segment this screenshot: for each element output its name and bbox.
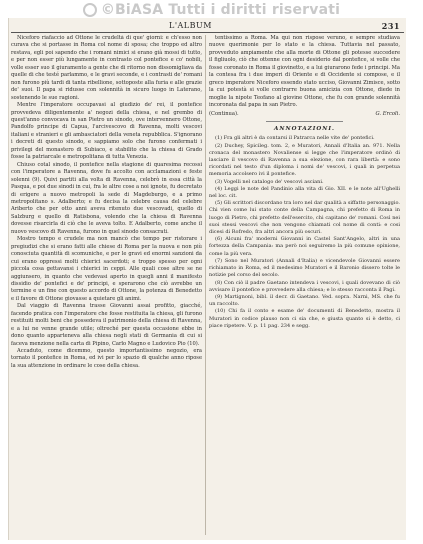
annotations-title: ANNOTAZIONI.	[274, 125, 335, 132]
annotation-note: (9) Martignoni, bibl. il decr. di Gaetano. Ved. sopra. Narni, MS. che fu un raccolto.	[209, 293, 400, 308]
paragraph: Niceforo riafaccio ad Ottone le crudeltà di que' giorni: e ch'esso non curava che si portasse in Roma col nome di sposa; che troppo ed altro restava, egli poi sapendo che i romani nimici si erano già mossi di tutto, e per non esser più lungamente in contrasto col pontefice e co' nobili, volle esser suo il giuramento a gente che di ritorno non dissomigliava da quelle di che testé parlammo, e le gravi seconde, e i contrasti de' romani non furono più tardi di tanta ribellione, sottoposte alla furia e alle grazie de' suoi. Il papa si ridusse con solennità in sicuro luogo in Laterano, sostenendo le sue ragioni.	[11, 35, 202, 101]
scanned-page	[8, 18, 406, 540]
annotation-note: (3) Vogelli nel catalogo de' vescovi asciani.	[215, 178, 324, 185]
journal-title: L'ALBUM	[169, 21, 212, 30]
annotation-note: (10) Chi fa il conto e esame de' documenti di Benedetto, mostra il Muratori in codice plauso non ci sia che, e giusta quanto si è detto, ci piace ripetere. V. p. 11 pag. 234 e segg.	[209, 308, 400, 329]
annotation-note: (2) Duchey, Spicileg. tom. 2, e Muratori, Annali d'Italia an. 971. Nella cronaca del monastero Novaliense si legge che l'imperatore ordinò di lasciare il vescovo di Ravenna a sua elezione, con rara libertà: e sono ricordati nel testo d'un diploma i nomi de' vescovi, i quali in perpetua memoria accolsero ivi il pontefice.	[209, 142, 400, 178]
page-number: 231	[381, 21, 400, 31]
paragraph: Chiuso cotal sinodo, il pontefice nella stagione di quaresima recossi con l'imperatore a Ravenna, dove fu accolto con acclamazioni e feste solenni (9). Quivi partiti alla volta di Ravenna, celebrò in essa città la Pasqua, e poi due sinodi in cui, fra le altre cose a noi ignote, fu decretato di erigere a nuovo metropoli la sede di Magdeburgo, e a primo metropolitano s. Adalberto; e fu decisa la celebre causa del celebre Ariberto che per otto anni aveva ritenuto due vescovadi, quello di Salzburg e quello di Ratisbona, volendo che la chiesa di Ravenna dovesse risarcirla di ciò che le aveva tolto. E Adalberto, come anche il nuovo vescovo di Ravenna, furono in quel sinodo consacrati.	[11, 161, 202, 235]
header-rule	[11, 32, 404, 33]
annotation-note: (7) Sono nel Muratori (Annali d'Italia) e vicendevole Giovanni essere richiamato in Roma, ed il medesimo Muratori e il Baronio dissero tolte le notizie pel corso del secolo.	[209, 257, 400, 279]
left-column	[11, 35, 202, 537]
annotation-note: (8) Con ciò il padre Gaetano intendeva i vescovi, i quali dovevano di ciò avvisare il pontefice e provvedere alla chiesa; e lo stesso racconta il Pagi.	[209, 279, 400, 293]
section-divider	[266, 121, 342, 122]
biasa-logo-icon	[83, 3, 97, 17]
paragraph: Accaduto, come dicemmo, questo importantissimo negozio, era tornato il pontefice in Roma, ed ivi per lo spazio di qualche anno ripose la sua attenzione in ordinare le cose della chiesa.	[11, 348, 202, 369]
paragraph: Mostro tempo e crudele ma non mancò che tempo per ristorare i pregiudizi che si erano fatti alle chiese di Roma per la nuova e non più conosciuta quantità di scomuniche, e per le gravi ed enormi sanzioni da cui erano oppressi molti chierici sacerdoti; e troppo spesso per ogni piccola cosa gettavansi i chierici in ceppi. Alle quali cose altre se ne aggiunsero, in quanto che vedevasi aperto in quegli anni il manifesto dissidio de' pontefici e de' principi, e sperarono che ciò avrebbe un termine e un fine con questo accordo di Ottone, la potenza di Benedetto e il favore di Ottone giovasse a quietare gli animi.	[11, 236, 202, 302]
column-divider	[205, 35, 206, 535]
continua-label: (Continua).	[209, 110, 239, 117]
paragraph: tentissimo a Roma. Ma qui non rispose veruno, e sempre studiava nuove querimonie per lo stato e la chiesa. Tuttavia nel passato, provveduto ampiamente che alla morte di Ottone gli potesse succedere il figliuolo, ciò che ottenne con ogni desiderio dal pontefice, si volle che fosse coronato in Roma il giovinetto, e a lui giurarono fede i principi. Ma la contesa fra i due imperi di Oriente e di Occidente si compose, e il greco imperatore Niceforo essendo stato ucciso, Giovanni Zimisce, sotto la cui potestà si volle contrarre buona amicizia con Ottone, diede in moglie la nipote Teofano al giovine Ottone, che fu con grande solennità incoronata dal papa in san Pietro.	[209, 35, 400, 109]
annotation-note: (6) Alcuni fra' moderni Giovanni in Castel Sant'Angelo, altri in una fortezza della Campania: ma però noi seguiremo la più comune opinione, come la più vera.	[209, 236, 400, 257]
annotation-note: (4) Leggi le note del Pandinio alla vita di Gio. XII. e le note all'Ughelli nel loc. cit.	[209, 185, 400, 200]
annotation-note: (5) Gli scrittori discordano tra loro nel dar qualità a siffatto personaggio. Chi vien come lui stato conte della Campagna, chi prefetto di Roma in luogo di Pietro, chi prefetto dell'esercito, chi capitano de' romani. Così nei suoi stessi vescovi che non vengono chiamati col nome di conti: e cosi dicesi di Rofredo, fra altri ancora più oscuri.	[209, 200, 400, 236]
annotation-note: (1) Fra gli altri è da contarsi il Patrarca nelle vite de' pontefici.	[215, 135, 375, 142]
paragraph: Mentre l'imperatore occupavasi al giudizio de' rei, il pontefice provvedeva diligentemente a' negozi della chiesa, e nel grembo di quest'anno convocava in san Pietro un sinodo, ove intervennero Ottone, Pandolfo principe di Capua, l'arcivescovo di Ravenna, molti vescovi italiani e stranieri e gli ambasciatori della veneta repubblica. S'ignorano i decreti di questo sinodo, e sappiamo solo che furono confermati i privilegi del monastero di Subiaco, e stabilito che la chiesa di Grado fosse la patriarcale e metropolitana di tutta Venezia.	[11, 102, 202, 161]
author-signature: G. Ercoli.	[375, 110, 400, 117]
paragraph: Dal viaggio di Ravenna trasse Giovanni assai profitto, giacché, facendo pratica con l'imperatore che fosse restituita la chiesa, gli furono restituiti molti beni che possedeva il patrimonio della chiesa di Ravenna, e a lui ne venne grande utile; oltreché per questa occasione ebbe in dono quanto apparteneva alla chiesa negli stati di Germania di cui si faceva menzione nella carta di Pipino, Carlo Magno e Ludovico Pio (10).	[11, 303, 202, 347]
right-column	[209, 35, 400, 537]
signature-row	[209, 111, 400, 118]
watermark-banner	[0, 0, 423, 20]
watermark-text: ©BiASA Tutti i diritti riservati	[100, 2, 341, 18]
